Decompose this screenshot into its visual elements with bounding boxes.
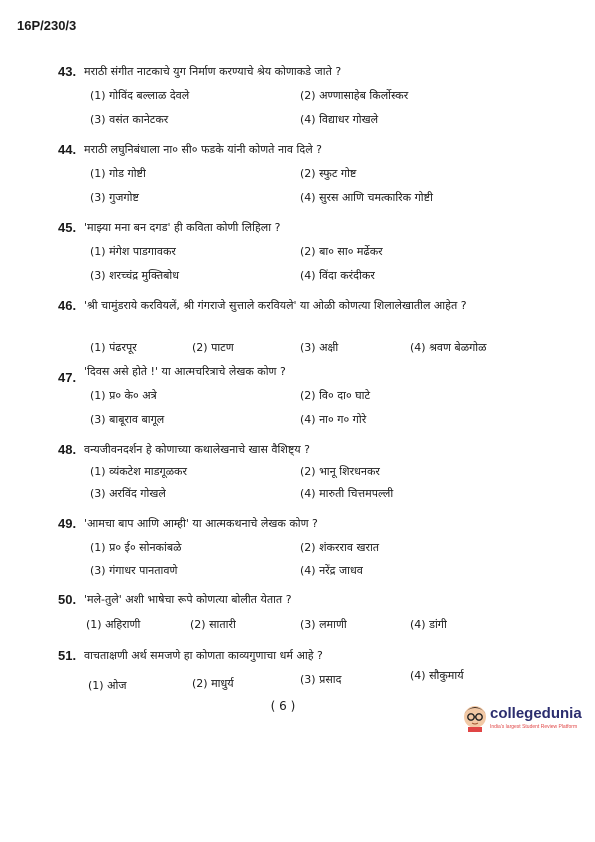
option-2: (2) सातारी: [190, 618, 236, 631]
option-4: (4) विद्याधर गोखले: [300, 113, 379, 126]
option-2: (2) स्फुट गोष्ट: [300, 167, 357, 180]
option-4: (4) डांगी: [410, 618, 447, 631]
option-1: (1) मंगेश पाडगावकर: [90, 245, 176, 258]
option-1: (1) ओज: [88, 679, 127, 692]
question-number: 45.: [58, 220, 77, 235]
option-4: (4) मारुती चित्तमपल्ली: [300, 487, 394, 500]
question-number: 47.: [58, 370, 77, 385]
brand-tagline: India's largest Student Review Platform: [490, 724, 578, 730]
option-3: (3) अक्षी: [300, 341, 339, 354]
question-number: 46.: [58, 298, 77, 313]
option-2: (2) वि० दा० घाटे: [300, 389, 371, 402]
question-number: 50.: [58, 592, 77, 607]
option-3: (3) शरच्चंद्र मुक्तिबोध: [90, 269, 180, 282]
question-text: 'दिवस असे होते !' या आत्मचरित्राचे लेखक कोण ?: [84, 365, 286, 378]
question-number: 51.: [58, 648, 77, 663]
question-text: 'माझ्या मना बन दगड' ही कविता कोणी लिहिला ?: [84, 221, 281, 234]
option-1: (1) व्यंकटेश माडगूळकर: [90, 465, 188, 478]
paper-code: 16P/230/3: [17, 18, 77, 33]
option-4: (4) ना० ग० गोरे: [300, 413, 367, 426]
question-text: मराठी संगीत नाटकाचे युग निर्माण करण्याचे श्रेय कोणाकडे जाते ?: [84, 65, 342, 78]
option-3: (3) प्रसाद: [300, 673, 342, 686]
option-3: (3) गंगाधर पानतावणे: [90, 564, 178, 577]
question-text: 'मले-तुले' अशी भाषेचा रूपे कोणत्या बोलीत येतात ?: [84, 593, 292, 606]
option-1: (1) पंढरपूर: [90, 341, 137, 354]
option-3: (3) अरविंद गोखले: [90, 487, 166, 500]
option-3: (3) लमाणी: [300, 618, 347, 631]
option-2: (2) भानू शिरधनकर: [300, 465, 380, 478]
question-text: मराठी लघुनिबंधाला ना० सी० फडके यांनी कोणते नाव दिले ?: [84, 143, 323, 156]
option-4: (4) नरेंद्र जाधव: [300, 564, 363, 577]
option-2: (2) अण्णासाहेब किर्लोस्कर: [300, 89, 409, 102]
question-text: वन्यजीवनदर्शन हे कोणाच्या कथालेखनाचे खास वैशिष्ट्य ?: [84, 443, 310, 456]
collegedunia-logo-icon: [462, 702, 488, 732]
option-2: (2) पाटण: [192, 341, 234, 354]
option-4: (4) सुरस आणि चमत्कारिक गोष्टी: [300, 191, 433, 204]
option-1: (1) प्र० के० अत्रे: [90, 389, 157, 402]
option-3: (3) बाबूराव बागूल: [90, 413, 165, 426]
option-2: (2) माधुर्य: [192, 677, 234, 690]
option-3: (3) वसंत कानेटकर: [90, 113, 169, 126]
question-number: 43.: [58, 64, 77, 79]
option-2: (2) बा० सा० मर्ढेकर: [300, 245, 383, 258]
option-1: (1) गोविंद बल्लाळ देवले: [90, 89, 190, 102]
question-number: 48.: [58, 442, 77, 457]
question-number: 44.: [58, 142, 77, 157]
option-3: (3) गुजगोष्ट: [90, 191, 139, 204]
brand-name: collegedunia: [490, 705, 582, 722]
option-1: (1) प्र० ई० सोनकांबळे: [90, 541, 182, 554]
option-4: (4) सौकुमार्य: [410, 669, 464, 682]
page-number: ( 6 ): [270, 699, 296, 713]
question-text: 'श्री चामुंडराये करवियलें, श्री गंगराजे सुत्ताले करवियले' या ओळी कोणत्या शिलालेखातील आहेत ?: [84, 299, 467, 312]
collegedunia-watermark: [462, 698, 582, 738]
question-text: 'आमचा बाप आणि आम्ही' या आत्मकथनाचे लेखक कोण ?: [84, 517, 318, 530]
question-text: वाचताक्षणी अर्थ समजणे हा कोणता काव्यगुणाचा धर्म आहे ?: [84, 649, 323, 662]
option-4: (4) श्रवण बेळगोळ: [410, 341, 487, 354]
question-number: 49.: [58, 516, 77, 531]
option-2: (2) शंकरराव खरात: [300, 541, 380, 554]
option-1: (1) गोड गोष्टी: [90, 167, 146, 180]
option-1: (1) अहिराणी: [86, 618, 141, 631]
option-4: (4) विंदा करंदीकर: [300, 269, 375, 282]
